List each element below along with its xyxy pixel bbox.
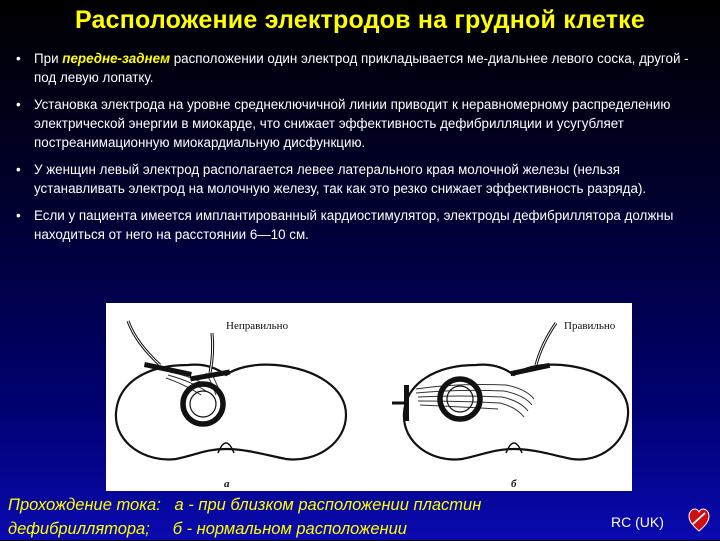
right-letter: б (511, 478, 517, 490)
electrode-diagram (106, 303, 632, 491)
bullet-icon: • (16, 208, 21, 223)
figure-caption (8, 493, 608, 541)
bullet-text-after: расположении один электрод прикладывается ме-диальнее левого соска, другой - под левую лопатку. (34, 51, 689, 85)
right-thorax-group (392, 320, 628, 490)
bullet-item (12, 160, 712, 198)
bullet-emphasis: передне-заднем (62, 51, 170, 66)
caption-line-1: Прохождение тока: а - при близком расположении пластин (8, 496, 482, 514)
left-thorax-group (116, 320, 346, 490)
bullet-text-before: При (34, 51, 63, 66)
bullet-text: Установка электрода на уровне среднеключичной линии приводит к неравномерному распределению электрической энергии в миокарде, что снижает эффективность дефибрилляции и усугубляет постреанимационную миокардиальную дисфункцию. (34, 97, 671, 150)
left-thorax-outline (116, 365, 346, 460)
bullet-icon: • (16, 162, 21, 177)
right-label: Правильно (564, 320, 616, 332)
right-electrode-front (510, 363, 550, 376)
electrode-diagram-svg (106, 303, 632, 491)
left-letter: а (224, 478, 230, 490)
bullet-icon: • (16, 97, 21, 112)
bullet-item (12, 206, 712, 244)
footer-source: RC (UK) (611, 514, 664, 530)
left-heart-ring (183, 384, 223, 424)
bullet-item (12, 49, 712, 87)
left-cable-1 (128, 321, 160, 365)
left-label: Неправильно (226, 320, 289, 332)
bullet-text: Если у пациента имеется имплантированный кардиостимулятор, электроды дефибриллятора должны находиться от него на расстоянии 6—10 см. (34, 208, 674, 242)
bullet-item (12, 95, 712, 152)
right-thorax-outline (404, 365, 628, 460)
caption-line-2: дефибриллятора; б - нормальном расположении (8, 520, 407, 538)
slide-title: Расположение электродов на грудной клетке (74, 6, 646, 34)
heart-logo-icon (688, 507, 710, 533)
bullet-icon: • (16, 51, 21, 66)
bullet-text: У женщин левый электрод располагается левее латерального края молочной железы (нельзя устанавливать электрод на молочную железу, так как это резко снижает эффективность разряда). (34, 162, 647, 196)
bullet-list (12, 49, 712, 252)
right-cable-front (536, 323, 556, 365)
